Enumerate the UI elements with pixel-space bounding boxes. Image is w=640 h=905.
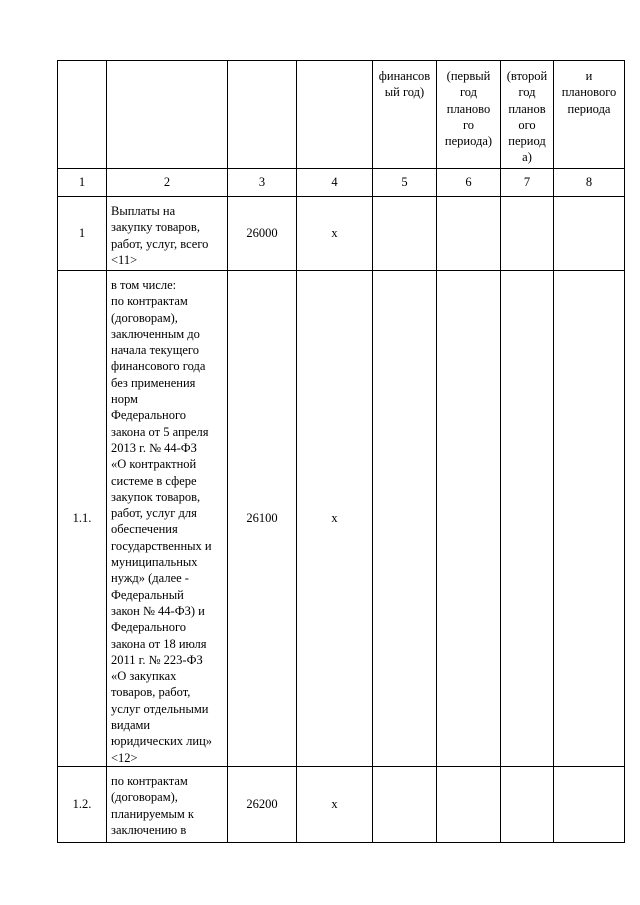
text-line: <11> [111,252,138,267]
header-cell [297,61,373,169]
text-line: начала текущего [111,343,199,358]
text-line: работ, услуг, всего [111,236,209,251]
text-line: (первый [446,69,491,83]
row-value-cell [501,766,554,842]
text-line: без применения [111,375,196,390]
text-line: (второй [506,69,548,83]
text-line: периода) [444,134,493,149]
row-value-cell [437,197,501,271]
column-number: 4 [297,169,373,197]
text-line: норм [111,392,138,407]
text-line: планово [446,101,491,116]
text-line: Выплаты на [111,204,176,218]
text-line: 2013 г. № 44-ФЗ [111,440,197,455]
column-number: 3 [228,169,297,197]
row-col4: x [297,197,373,271]
table-row [58,766,625,842]
row-col4: x [297,271,373,767]
text-line: обеспечения [111,522,178,537]
column-number: 7 [501,169,554,197]
text-line: (договорам), [111,310,178,325]
text-line: услуг отдельными [111,701,209,716]
text-line: заключенным до [111,326,200,341]
row-value-cell [501,271,554,767]
row-number: 1.1. [58,271,107,767]
text-line: товаров, работ, [111,685,191,700]
row-number: 1 [58,197,107,271]
text-line: планового [561,85,617,100]
text-line: нужд» (далее - [111,571,189,586]
header-cell [373,61,437,169]
row-col4: x [297,766,373,842]
row-value-cell [554,766,625,842]
text-line: го [462,117,475,132]
table-row [58,197,625,271]
row-number: 1.2. [58,766,107,842]
row-value-cell [554,197,625,271]
text-line: закона от 18 июля [111,636,207,651]
text-line: муниципальных [111,555,198,570]
text-line: закупку товаров, [111,220,200,235]
column-number-row [58,169,625,197]
text-line: планов [508,101,546,116]
text-line: видами [111,718,151,733]
text-line: юридических лиц» [111,734,213,749]
text-line: ый год) [384,85,425,100]
header-cell [58,61,107,169]
text-line: <12> [111,750,138,765]
row-value-cell [373,271,437,767]
text-line: заключению в [111,822,187,837]
row-description [107,197,228,271]
text-line: закупок товаров, [111,489,201,504]
row-value-cell [437,766,501,842]
text-line: периода [567,101,611,116]
table-row [58,271,625,767]
text-line: по контрактам [111,294,188,309]
text-line: Федерального [111,408,187,423]
column-number: 1 [58,169,107,197]
budget-payments-table [57,60,625,843]
text-line: работ, услуг для [111,506,197,521]
column-number: 6 [437,169,501,197]
text-line: период [508,134,546,149]
row-description [107,271,228,767]
text-line: ого [518,117,536,132]
text-line: год [459,85,478,100]
text-line: а) [522,150,532,165]
header-cell [107,61,228,169]
text-line: закона от 5 апреля [111,424,209,439]
row-value-cell [554,271,625,767]
text-line: финансов [378,69,431,83]
text-line: в том числе: [111,278,177,292]
row-value-cell [437,271,501,767]
header-cell [501,61,554,169]
header-cell [228,61,297,169]
text-line: «О закупках [111,669,177,684]
text-line: (договорам), [111,790,178,805]
header-row [58,61,625,169]
text-line: закон № 44-ФЗ) и [111,603,205,618]
row-value-cell [373,766,437,842]
row-value-cell [373,197,437,271]
text-line: планируемым к [111,806,194,821]
text-line: Федеральный [111,587,184,602]
column-number: 2 [107,169,228,197]
text-line: по контрактам [111,773,188,788]
text-line: государственных и [111,538,212,553]
column-number: 8 [554,169,625,197]
row-value-cell [501,197,554,271]
text-line: Федерального [111,620,187,635]
header-cell [554,61,625,169]
text-line: финансового года [111,359,206,374]
text-line: год [518,85,536,100]
text-line: «О контрактной [111,457,197,472]
header-cell [437,61,501,169]
row-code: 26000 [228,197,297,271]
column-number: 5 [373,169,437,197]
row-code: 26100 [228,271,297,767]
text-line: и [585,69,593,83]
row-description [107,766,228,842]
text-line: 2011 г. № 223-ФЗ [111,652,203,667]
row-code: 26200 [228,766,297,842]
text-line: системе в сфере [111,473,197,488]
